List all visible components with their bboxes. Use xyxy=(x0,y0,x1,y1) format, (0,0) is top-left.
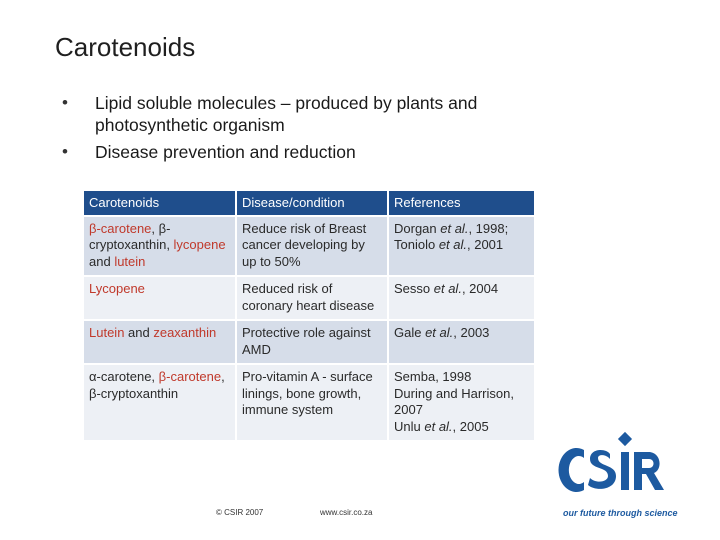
slide-title: Carotenoids xyxy=(55,32,196,62)
carotenoids-table xyxy=(84,191,534,440)
cell-references: Sesso et al., 2004 xyxy=(389,275,534,319)
table-header-row xyxy=(84,191,534,215)
bullet-text: Disease prevention and reduction xyxy=(95,142,356,162)
bullet-dot-icon: • xyxy=(62,142,68,161)
cell-disease: Reduced risk of coronary heart disease xyxy=(237,275,389,319)
header-references: References xyxy=(389,191,534,215)
cell-references: Gale et al., 2003 xyxy=(389,319,534,363)
table-row xyxy=(84,215,534,276)
header-carotenoids: Carotenoids xyxy=(84,191,237,215)
bullet-list xyxy=(62,92,582,168)
bullet-dot-icon: • xyxy=(62,93,68,112)
bullet-item xyxy=(62,92,582,136)
cell-carotenoids: α-carotene, β-carotene, β-cryptoxanthin xyxy=(84,363,237,440)
table-row xyxy=(84,363,534,440)
cell-references: Dorgan et al., 1998; Toniolo et al., 2001 xyxy=(389,215,534,276)
table-row xyxy=(84,275,534,319)
copyright-footer: © CSIR 2007 xyxy=(216,508,264,517)
cell-disease: Reduce risk of Breast cancer developing by up to 50% xyxy=(237,215,389,276)
cell-carotenoids: Lutein and zeaxanthin xyxy=(84,319,237,363)
cell-disease: Protective role against AMD xyxy=(237,319,389,363)
website-footer: www.csir.co.za xyxy=(320,508,373,517)
table-row xyxy=(84,319,534,363)
cell-references: Semba, 1998 During and Harrison, 2007 Unlu et al., 2005 xyxy=(389,363,534,440)
cell-disease: Pro-vitamin A - surface linings, bone growth, immune system xyxy=(237,363,389,440)
bullet-item xyxy=(62,141,582,163)
bullet-text: Lipid soluble molecules – produced by plants and photosynthetic organism xyxy=(95,93,478,135)
table-body xyxy=(84,215,534,441)
cell-carotenoids: Lycopene xyxy=(84,275,237,319)
cell-carotenoids: β-carotene, β-cryptoxanthin, lycopene and lutein xyxy=(84,215,237,276)
csir-logo xyxy=(544,428,674,520)
logo-tagline: our future through science xyxy=(563,508,678,518)
header-disease: Disease/condition xyxy=(237,191,389,215)
